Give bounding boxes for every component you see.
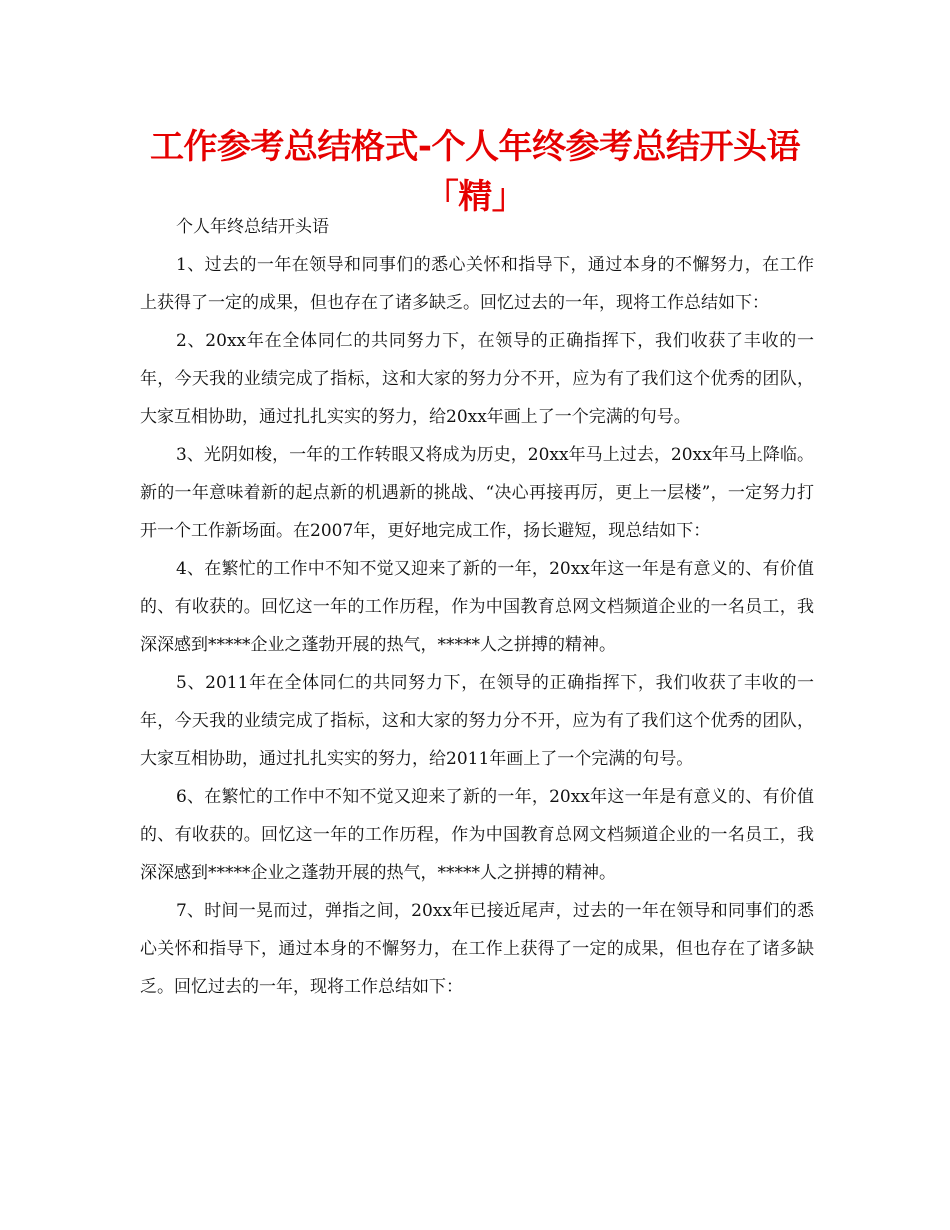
document-title: 工作参考总结格式-个人年终参考总结开头语「精」 bbox=[149, 127, 801, 217]
paragraph-6: 6、在繁忙的工作中不知不觉又迎来了新的一年，20xx年这一年是有意义的、有价值的、有收获的。回忆这一年的工作历程，作为中国教育总网文档频道企业的一名员工，我深深感到*****企业之蓬勃开展的热气，*****人之拼搏的精神。 bbox=[140, 787, 814, 883]
paragraph-2: 2、20xx年在全体同仁的共同努力下，在领导的正确指挥下，我们收获了丰收的一年，今天我的业绩完成了指标，这和大家的努力分不开，应为有了我们这个优秀的团队，大家互相协助，通过扎扎实实的努力，给20xx年画上了一个完满的句号。 bbox=[140, 331, 814, 427]
paragraph-5: 5、2011年在全体同仁的共同努力下，在领导的正确指挥下，我们收获了丰收的一年，今天我的业绩完成了指标，这和大家的努力分不开，应为有了我们这个优秀的团队，大家互相协助，通过扎扎实实的努力，给2011年画上了一个完满的句号。 bbox=[140, 673, 814, 769]
paragraph-3: 3、光阴如梭，一年的工作转眼又将成为历史，20xx年马上过去，20xx年马上降临。新的一年意味着新的起点新的机遇新的挑战、“决心再接再厉，更上一层楼”，一定努力打开一个工作新场面。在2007年，更好地完成工作，扬长避短，现总结如下： bbox=[140, 445, 814, 541]
paragraph-1: 1、过去的一年在领导和同事们的悉心关怀和指导下，通过本身的不懈努力，在工作上获得了一定的成果，但也存在了诸多缺乏。回忆过去的一年，现将工作总结如下： bbox=[140, 255, 814, 313]
document-subtitle: 个人年终总结开头语 bbox=[176, 217, 329, 237]
document-body bbox=[140, 208, 814, 1006]
paragraph-7: 7、时间一晃而过，弹指之间，20xx年已接近尾声，过去的一年在领导和同事们的悉心关怀和指导下，通过本身的不懈努力，在工作上获得了一定的成果，但也存在了诸多缺乏。回忆过去的一年，现将工作总结如下： bbox=[140, 901, 814, 997]
paragraph-4: 4、在繁忙的工作中不知不觉又迎来了新的一年，20xx年这一年是有意义的、有价值的、有收获的。回忆这一年的工作历程，作为中国教育总网文档频道企业的一名员工，我深深感到*****企业之蓬勃开展的热气，*****人之拼搏的精神。 bbox=[140, 559, 814, 655]
